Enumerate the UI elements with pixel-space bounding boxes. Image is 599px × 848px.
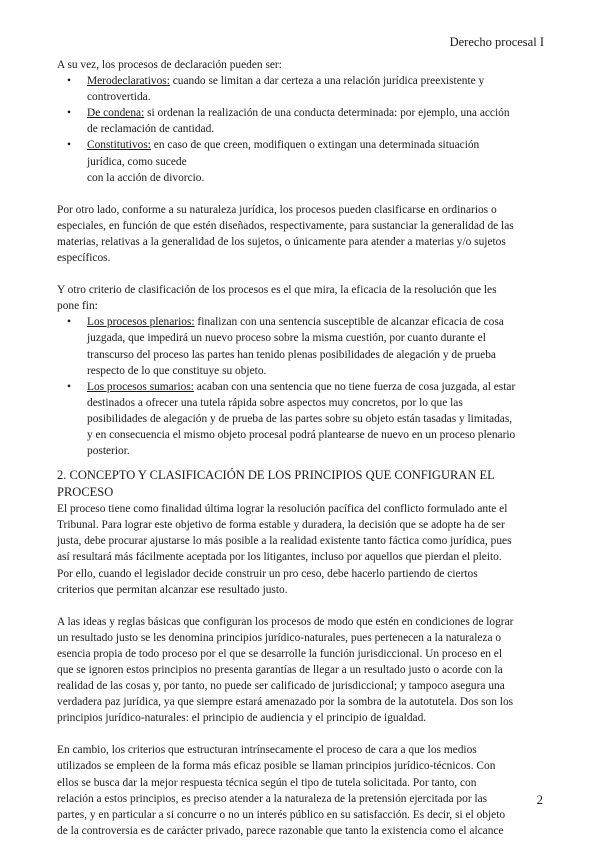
text-line: así resultará más fácilmente aceptada por los litigantes, incluso por aquellos que pierdan el pleito. <box>57 551 502 564</box>
list-item-text: cuando se limitan a dar certeza a una relación jurídica preexistente y <box>169 75 485 88</box>
page-number: 2 <box>536 792 543 807</box>
paragraph-criterios <box>57 742 544 839</box>
text-line: que se ignoren estos principios no presenta garantías de llegar a un resultado justo o acorde con la <box>57 664 503 676</box>
text-line: El proceso tiene como finalidad última lograr la resolución pacífica del conflicto formulado ante el <box>57 503 508 516</box>
list-item-text: transcurso del proceso las partes han tenido plenas posibilidades de alegación y de prueba <box>87 348 496 361</box>
list-item-text: si ordenan la realización de una conducta determinada: por ejemplo, una acción <box>144 107 510 120</box>
list-item-text: juzgada, que impedirá un nuevo proceso sobre la misma cuestión, por cuanto durante el <box>87 332 486 345</box>
text-line: utilizados se empleen de la forma más eficaz posible se llaman principios jurídico-técnicos. Con <box>57 760 496 773</box>
list-item-text: en caso de que creen, modifiquen o extingan una determinada situación <box>150 139 480 152</box>
text-line: especiales, en función de que estén diseñados, respectivamente, para sustanciar la generalidad de las <box>57 219 514 232</box>
text-line: principios jurídico-naturales: el principio de audiencia y el principio de igualdad. <box>57 712 427 725</box>
list-item-text: destinados a ofrecer una tutela rápida sobre aspectos muy concretos, por lo que las <box>87 396 463 409</box>
list-item-term: Merodeclarativos: <box>87 75 170 88</box>
text-line: materias, relativas a la generalidad de los sujetos, o únicamente para atender a materias y/o sujetos <box>57 235 506 248</box>
list-item-text: con la acción de divorcio. <box>87 171 205 184</box>
document-body <box>57 57 544 839</box>
text-line: A las ideas y reglas básicas que configuran los procesos de modo que estén en condiciones de lograr <box>57 615 514 628</box>
paragraph-eficacia <box>57 282 544 314</box>
list-item-text: de reclamación de cantidad. <box>87 123 215 136</box>
list-item-text: y en consecuencia el mismo objeto procesal podrá plantearse de nuevo en un proceso plenario <box>87 428 516 441</box>
list-item-term: De condena: <box>87 107 145 120</box>
declaracion-list <box>57 73 544 186</box>
list-item-term: Los procesos sumarios: <box>87 380 194 393</box>
section-heading: 2. CONCEPTO Y CLASIFICACIÓN DE LOS PRINCIPIOS QUE CONFIGURAN EL PROCESO <box>57 468 495 500</box>
text-line: criterios que permitan alcanzar ese resultado justo. <box>57 583 288 596</box>
text-line: ellos se busca dar la mejor respuesta técnica según el tipo de tutela solicitada. Por tanto, con <box>57 776 477 789</box>
list-item <box>67 105 544 137</box>
text-line: pone fin: <box>57 300 98 313</box>
running-header: Derecho procesal I <box>449 35 544 49</box>
paragraph-finalidad <box>57 501 544 598</box>
text-line: específicos. <box>57 252 111 265</box>
eficacia-list <box>57 314 544 459</box>
text-line: Por ello, cuando el legislador decide construir un pro ceso, debe hacerlo partiendo de ciertos <box>57 567 478 580</box>
list-item-term: Los procesos plenarios: <box>87 316 195 329</box>
text-line: En cambio, los criterios que estructuran intrínsecamente el proceso de cara a que los medios <box>57 744 477 757</box>
paragraph-ideas <box>57 614 544 727</box>
list-item-term: Constitutivos: <box>87 139 151 152</box>
list-item <box>67 379 544 459</box>
bullet-icon: • <box>67 316 71 329</box>
text-line: de la controversia es de carácter privado, parece razonable que tanto la existencia como el alcance <box>57 824 504 837</box>
list-item <box>67 73 544 105</box>
list-item-text: posterior. <box>87 445 130 458</box>
text-line: un resultado justo se les denomina principios jurídico-naturales, pues pertenecen a la naturaleza o <box>57 631 502 644</box>
text-line: partes, y en particular a si concurre o no un interés público en su satisfacción. Es decir, si el objeto <box>57 808 506 821</box>
text-line: Por otro lado, conforme a su naturaleza jurídica, los procesos pueden clasificarse en ordinarios o <box>57 203 497 216</box>
bullet-icon: • <box>67 380 71 393</box>
list-item-text: jurídica, como sucede <box>87 155 187 168</box>
bullet-icon: • <box>67 75 71 88</box>
text-line: realidad de las cosas y, por tanto, no puede ser calificado de jurisdiccional; y tampoco asegura una <box>57 680 505 693</box>
text-line: verdadera paz jurídica, ya que siempre estará amenazado por la sombra de la autotutela. Dos son los <box>57 696 514 709</box>
text-line: relación a estos principios, es preciso atender a la naturaleza de la pretensión ejercitada por las <box>57 792 488 805</box>
list-item-text: posibilidades de alegación y de prueba de las partes sobre su objeto están tasadas y limitadas, <box>87 412 513 425</box>
list-item-text: acaban con una sentencia que no tiene fuerza de cosa juzgada, al estar <box>193 380 516 393</box>
intro-text: A su vez, los procesos de declaración pueden ser: <box>57 59 282 71</box>
bullet-icon: • <box>67 139 71 152</box>
list-item <box>67 314 544 378</box>
text-line: Tribunal. Para lograr este objetivo de forma estable y duradera, la decisión que se adopte ha de ser <box>57 519 505 532</box>
text-line: esencia propia de todo proceso por el que se desarrolle la función jurisdiccional. Un proceso en el <box>57 647 503 660</box>
text-line: Y otro criterio de clasificación de los procesos es el que mira, la eficacia de la resolución que les <box>57 284 497 297</box>
bullet-icon: • <box>67 107 71 120</box>
list-item-text: respecto de lo que constituye su objeto. <box>87 364 267 377</box>
list-item-text: finalizan con una sentencia susceptible de alcanzar eficacia de cosa <box>194 316 504 329</box>
list-item <box>67 137 544 185</box>
text-line: justa, debe procurar ajustarse lo más posible a la realidad existente tanto fáctica como jurídica, pues <box>57 535 512 548</box>
list-item-text: controvertida. <box>87 91 151 104</box>
paragraph-naturaleza <box>57 202 544 266</box>
